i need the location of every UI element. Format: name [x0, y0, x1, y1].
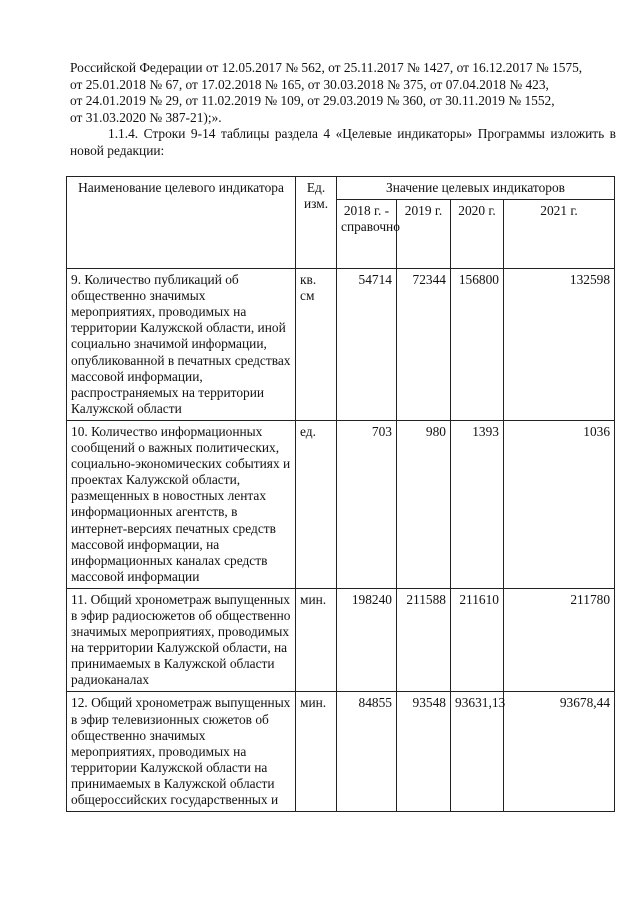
indicator-name: 11. Общий хронометраж выпущенных в эфир радиосюжетов об общественно значимых мероприятиях, проводимых на территории Калужской области, на принимаемых в Калужской области радиоканалах — [67, 588, 296, 692]
intro-line: от 25.01.2018 № 67, от 17.02.2018 № 165, от 30.03.2018 № 375, от 07.04.2018 № 423, — [70, 76, 549, 92]
indicators-table — [66, 176, 615, 812]
table-row — [67, 588, 615, 692]
value-2018: 54714 — [337, 269, 397, 421]
indicator-unit: кв. см — [296, 269, 337, 421]
item-paragraph: 1.1.4. Строки 9-14 таблицы раздела 4 «Целевые индикаторы» Программы изложить в новой редакции: — [70, 126, 616, 158]
indicator-name: 9. Количество публикаций об общественно значимых мероприятиях, проводимых на территории Калужской области, иной социально значимой информации, опубликованной в печатных средствах массовой информации, распространяемых на территории Калужской области — [67, 269, 296, 421]
table-row — [67, 692, 615, 812]
intro-line: от 31.03.2020 № 387-21);». — [70, 109, 222, 125]
header-year-2020: 2020 г. — [451, 200, 504, 269]
indicator-unit: ед. — [296, 420, 337, 588]
indicator-unit: мин. — [296, 588, 337, 692]
header-name: Наименование целевого индикатора — [67, 177, 296, 269]
value-2020: 1393 — [451, 420, 504, 588]
indicator-unit: мин. — [296, 692, 337, 812]
header-year-2018: 2018 г. - справочно — [337, 200, 397, 269]
indicator-name: 12. Общий хронометраж выпущенных в эфир телевизионных сюжетов об общественно значимых мероприятиях, проводимых на территории Калужской области на принимаемых в Калужской области общероссийских государственных и — [67, 692, 296, 812]
value-2019: 980 — [397, 420, 451, 588]
table-row — [67, 420, 615, 588]
value-2021: 1036 — [504, 420, 615, 588]
header-year-2021: 2021 г. — [504, 200, 615, 269]
value-2018: 84855 — [337, 692, 397, 812]
intro-line: Российской Федерации от 12.05.2017 № 562, от 25.11.2017 № 1427, от 16.12.2017 № 1575, — [70, 60, 583, 75]
value-2021: 132598 — [504, 269, 615, 421]
value-2019: 211588 — [397, 588, 451, 692]
value-2020: 211610 — [451, 588, 504, 692]
value-2018: 198240 — [337, 588, 397, 692]
value-2021: 93678,44 — [504, 692, 615, 812]
value-2021: 211780 — [504, 588, 615, 692]
value-2019: 93548 — [397, 692, 451, 812]
value-2018: 703 — [337, 420, 397, 588]
header-values-group: Значение целевых индикаторов — [337, 177, 615, 200]
intro-line: от 24.01.2019 № 29, от 11.02.2019 № 109, от 29.03.2019 № 360, от 30.11.2019 № 1552, — [70, 93, 555, 109]
header-unit: Ед. изм. — [296, 177, 337, 269]
indicator-name: 10. Количество информационных сообщений о важных политических, социально-экономических событиях и проектах Калужской области, размещенных в новостных лентах информационных агентств, в интернет-версиях печатных средств массовой информации, на информационных каналах средств массовой информации — [67, 420, 296, 588]
value-2019: 72344 — [397, 269, 451, 421]
table-row — [67, 269, 615, 421]
header-year-2019: 2019 г. — [397, 200, 451, 269]
table-header-row — [67, 177, 615, 200]
value-2020: 93631,13 — [451, 692, 504, 812]
value-2020: 156800 — [451, 269, 504, 421]
intro-text — [70, 60, 616, 160]
